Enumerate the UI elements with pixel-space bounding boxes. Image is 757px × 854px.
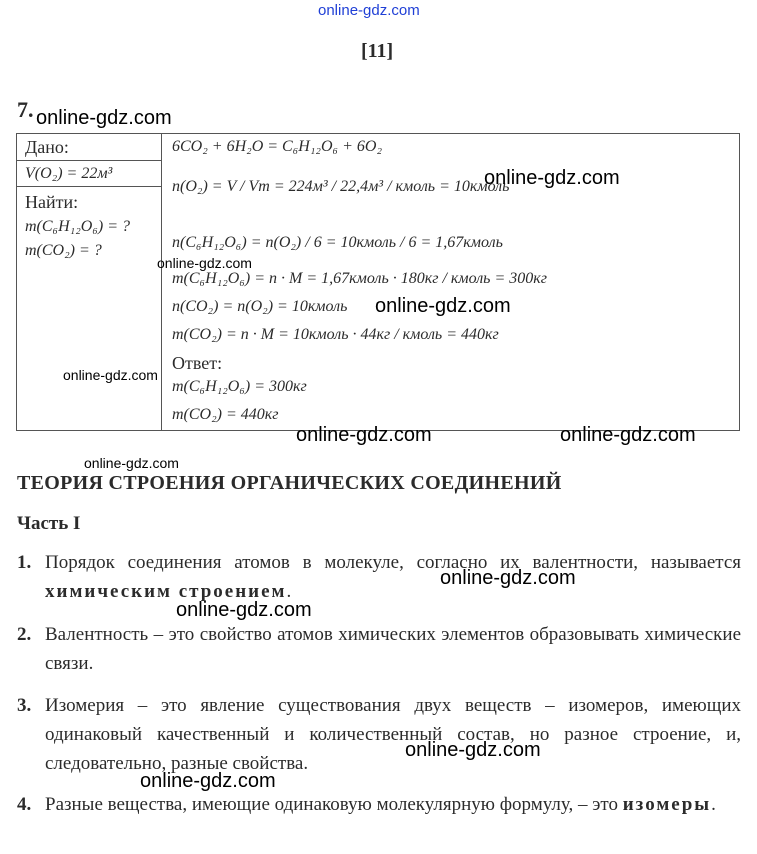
- answer-line-1: m(C₆H₁₂O₆) = 300кг: [172, 378, 307, 395]
- page-number: [11]: [361, 40, 394, 62]
- watermark: online-gdz.com: [140, 770, 276, 792]
- given-value: V(O₂) = 22м³: [25, 165, 113, 182]
- watermark: online-gdz.com: [157, 255, 252, 271]
- given-cell: [17, 134, 162, 187]
- watermark: online-gdz.com: [63, 367, 158, 383]
- item-number-3: 3.: [17, 695, 32, 716]
- watermark: online-gdz.com: [36, 107, 172, 129]
- item-text-3: Изомерия – это явление существования двух веществ – изомеров, имеющих одинаковый качественный и количественный состав, но разное строение, и, следовательно, разные свойства.: [45, 695, 741, 774]
- answer-label: Ответ:: [172, 353, 223, 373]
- solution-line-1: 6CO₂ + 6H₂O = C₆H₁₂O₆ + 6O₂: [172, 138, 382, 155]
- item-text-1: Порядок соединения атомов в молекуле, согласно их валентности, называется химическим строением.: [45, 552, 741, 602]
- find-item-1: m(C₆H₁₂O₆) = ?: [25, 218, 131, 235]
- item-answer-1: химическим строением: [45, 581, 287, 602]
- watermark: online-gdz.com: [176, 599, 312, 621]
- item-text-2: Валентность – это свойство атомов химических элементов образовывать химические связи.: [45, 624, 741, 674]
- solution-table: [16, 133, 740, 431]
- solution-line-6: m(CO₂) = n · M = 10кмоль · 44кг / кмоль = 440кг: [172, 326, 499, 343]
- part-label: Часть I: [17, 513, 81, 534]
- section-title: ТЕОРИЯ СТРОЕНИЯ ОРГАНИЧЕСКИХ СОЕДИНЕНИЙ: [17, 472, 562, 494]
- solution-line-5: n(CO₂) = n(O₂) = 10кмоль: [172, 298, 348, 315]
- top-watermark: online-gdz.com: [318, 2, 420, 19]
- find-cell: [17, 187, 162, 431]
- item-number-1: 1.: [17, 552, 32, 573]
- item-number-2: 2.: [17, 624, 32, 645]
- find-label: Найти:: [25, 192, 79, 212]
- item-text-4: Разные вещества, имеющие одинаковую молекулярную формулу, – это изомеры.: [45, 794, 716, 815]
- watermark: online-gdz.com: [440, 567, 576, 589]
- watermark: online-gdz.com: [405, 739, 541, 761]
- watermark: online-gdz.com: [484, 167, 620, 189]
- given-label: Дано:: [25, 137, 69, 157]
- item-answer-4: изомеры: [622, 794, 712, 815]
- solution-line-3: n(C₆H₁₂O₆) = n(O₂) / 6 = 10кмоль / 6 = 1,67кмоль: [172, 234, 503, 251]
- find-item-2: m(CO₂) = ?: [25, 242, 102, 259]
- watermark: online-gdz.com: [560, 424, 696, 446]
- solution-line-2: n(O₂) = V / Vm = 224м³ / 22,4м³ / кмоль = 10кмоль: [172, 178, 510, 195]
- watermark: online-gdz.com: [296, 424, 432, 446]
- answer-line-2: m(CO₂) = 440кг: [172, 406, 279, 423]
- task-number: 7.: [17, 97, 34, 122]
- solution-cell: [162, 134, 740, 431]
- solution-line-4: m(C₆H₁₂O₆) = n · M = 1,67кмоль · 180кг / кмоль = 300кг: [172, 270, 547, 287]
- watermark: online-gdz.com: [375, 295, 511, 317]
- watermark: online-gdz.com: [84, 455, 179, 471]
- item-number-4: 4.: [17, 794, 32, 815]
